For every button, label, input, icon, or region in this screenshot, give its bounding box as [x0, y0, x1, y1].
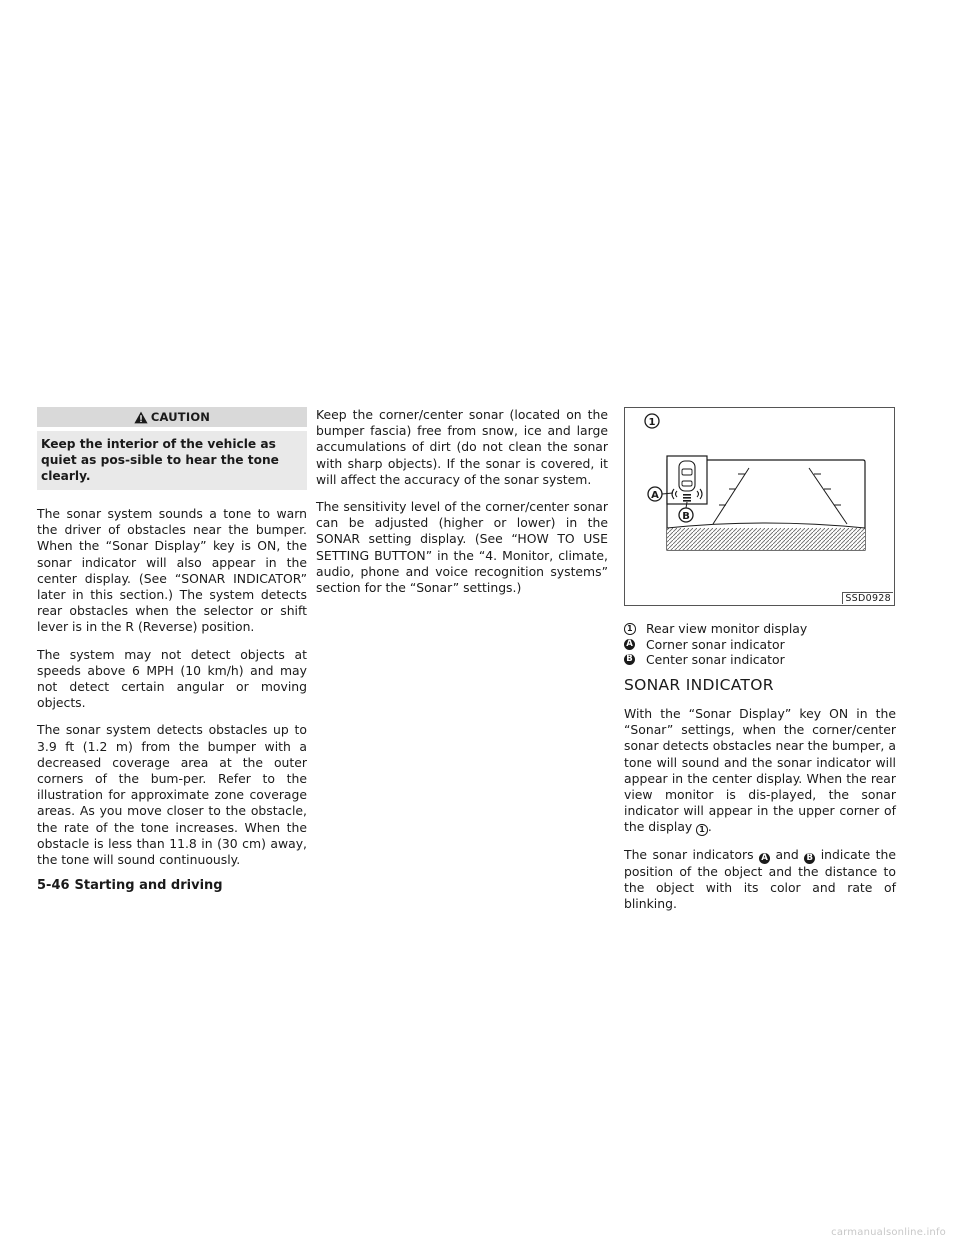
- caution-header: [37, 407, 307, 427]
- caution-text: Keep the interior of the vehicle as quiet as pos-sible to hear the tone clearly.: [37, 431, 307, 490]
- warning-icon: [134, 411, 148, 424]
- paragraph: [624, 706, 896, 836]
- figure-code: SSD0928: [842, 592, 893, 604]
- caution-title: CAUTION: [150, 409, 211, 424]
- chapter-title: Starting and driving: [74, 878, 223, 893]
- left-column: [37, 407, 307, 879]
- marker-1-icon: 1: [696, 824, 708, 836]
- callout-1: [645, 414, 659, 428]
- svg-text:A: A: [651, 490, 659, 501]
- marker-a-icon: A: [624, 639, 635, 650]
- paragraph-end: .: [707, 819, 712, 835]
- paragraph-text: and: [775, 847, 799, 863]
- page-number: 5-46: [37, 878, 70, 893]
- paragraph: The sonar system sounds a tone to warn the driver of obstacles near the bumper. When the “Sonar Display” key is ON, the sonar indicator will also appear in the center display. (See “SONAR INDICATOR” later in this section.) The system detects rear obstacles when the selector or shift lever is in the R (Reverse) position.: [37, 506, 307, 635]
- legend-text: Center sonar indicator: [646, 652, 785, 668]
- monitor-illustration: [625, 408, 894, 605]
- marker-b-icon: B: [804, 853, 815, 864]
- legend-item: [624, 652, 896, 668]
- marker-b-icon: B: [624, 654, 635, 665]
- svg-text:1: 1: [648, 417, 656, 428]
- paragraph-text: indicate the position of the object and the distance to the object with its color and rate of blinking.: [624, 847, 896, 912]
- rear-view-monitor-figure: [624, 407, 895, 606]
- middle-column: [316, 407, 608, 607]
- legend-text: Corner sonar indicator: [646, 636, 785, 652]
- page-footer: [37, 878, 223, 894]
- paragraph: Keep the corner/center sonar (located on the bumper fascia) free from snow, ice and large accumulations of dirt (do not clean the sonar with sharp objects). If the sonar is covered, it will affect the accuracy of the sonar system.: [316, 407, 608, 487]
- marker-1-icon: 1: [624, 623, 636, 635]
- marker-a-icon: A: [759, 853, 770, 864]
- right-column: [624, 706, 896, 924]
- paragraph: [624, 847, 896, 913]
- caution-box: [37, 407, 307, 490]
- svg-text:B: B: [682, 511, 690, 522]
- paragraph: The sonar system detects obstacles up to 3.9 ft (1.2 m) from the bumper with a decreased coverage area at the outer corners of the bum-per. Refer to the illustration for approximate zone coverage areas. As you move closer to the obstacle, the rate of the tone increases. When the obstacle is less than 11.8 in (30 cm) away, the tone will sound continuously.: [37, 722, 307, 868]
- paragraph: The system may not detect objects at speeds above 6 MPH (10 km/h) and may not detect certain angular or moving objects.: [37, 646, 307, 711]
- paragraph-text: The sonar indicators: [624, 847, 754, 863]
- legend-item: [624, 621, 896, 637]
- paragraph: The sensitivity level of the corner/center sonar can be adjusted (higher or lower) in the SONAR setting display. (See “HOW TO USE SETTING BUTTON” in the “4. Monitor, climate, audio, phone and voice recognition systems” section for the “Sonar” settings.): [316, 499, 608, 596]
- legend-item: [624, 637, 896, 653]
- section-title: SONAR INDICATOR: [624, 676, 774, 694]
- paragraph-text: With the “Sonar Display” key ON in the “Sonar” settings, when the corner/center sonar detects obstacles near the bumper, a tone will sound and the sonar indicator will appear in the center display. When the rear view monitor is dis-played, the sonar indicator will appear in the upper corner of the display: [624, 706, 896, 835]
- watermark: carmanualsonline.info: [831, 1227, 946, 1238]
- legend-text: Rear view monitor display: [646, 621, 808, 636]
- sonar-indicator-inset: [667, 456, 707, 504]
- figure-legend: [624, 621, 896, 668]
